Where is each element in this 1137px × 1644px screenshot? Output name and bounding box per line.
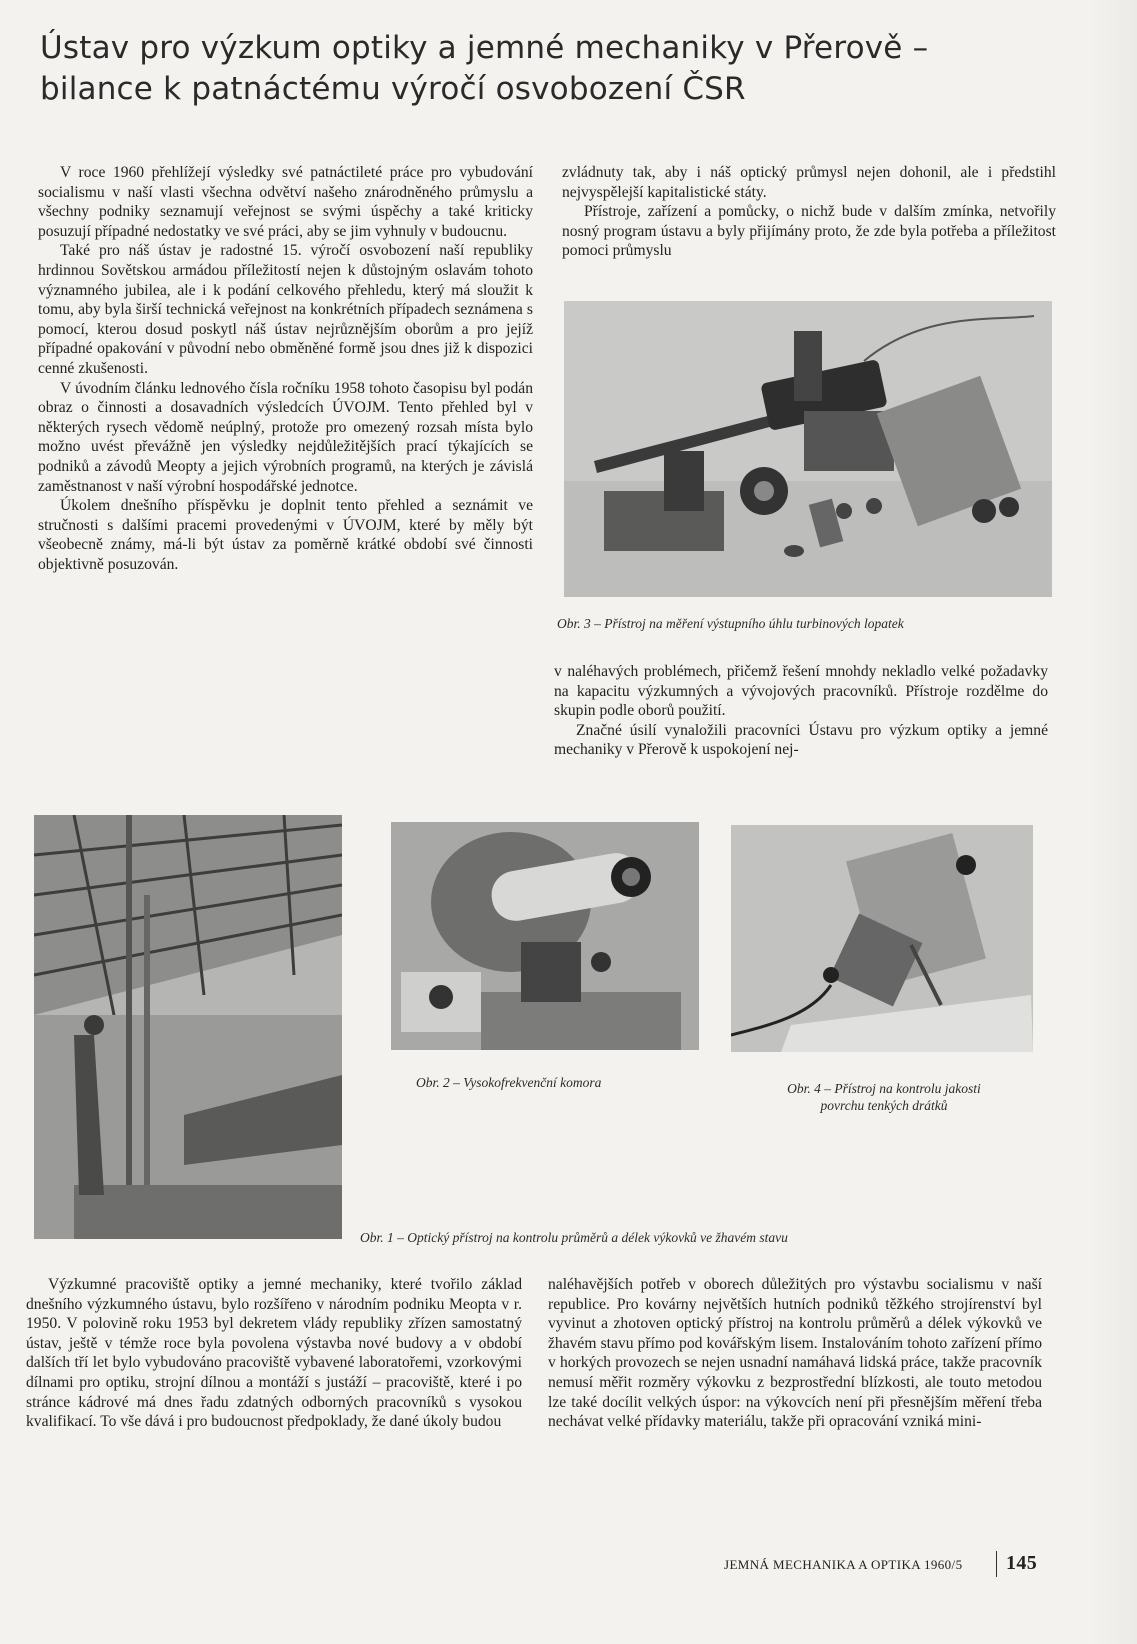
footer-separator [996, 1551, 997, 1577]
paragraph: naléhavějších potřeb v oborech důležitých pro výstavbu socialismu v naší republice. Pro kovárny největších hutních podniků těžkého strojírenství byl vyvinut a zhotoven optický přístroj na kontrolu průměrů a délek výkovků ve žhavém stavu přímo pod kovářským lisem. Instalováním tohoto zařízení přímo v horkých provozech se nejen usnadní namáhavá lidská práce, takže pracovník nemusí měřit rozměry výkovku z bezprostřední blízkosti, ale touto metodou lze také docílit velkých úspor: na výkovcích není při přesnějším měření třeba nechávat velké přídavky materiálu, takže při opracování vzniká mini- [548, 1276, 1042, 1431]
figure-1-caption: Obr. 1 – Optický přístroj na kontrolu průměrů a délek výkovků ve žhavém stavu [360, 1230, 788, 1245]
figure-4-caption-line-1: Obr. 4 – Přístroj na kontrolu jakosti [787, 1081, 981, 1096]
title-line-1: Ústav pro výzkum optiky a jemné mechaniky v Přerově – [40, 30, 929, 66]
figure-4-caption [722, 1080, 1046, 1114]
paragraph: Výzkumné pracoviště optiky a jemné mechaniky, které tvořilo základ dnešního výzkumného ústavu, bylo rozšířeno v národním podniku Meopta v r. 1950. V polovině roku 1953 byl dekretem vlády republiky zřízen samostatný ústav, ještě v témže roce byla povolena výstavba nové budovy a v období dalších tří let bylo vybudováno pracoviště vybavené laboratořemi, vzorkovými dílnami pro optiku, strojní dílnou a montáží s justáží – pracoviště, které i po stránce kádrové má dnes řadu zdatných odborných pracovníků s vysokou kvalifikací. To vše dává i pro budoucnost předpoklady, že dané úkoly budou [26, 1276, 522, 1431]
intro-column-left [38, 163, 533, 574]
figure-3-photo [564, 301, 1052, 597]
paragraph: V roce 1960 přehlížejí výsledky své patnáctileté práce pro vybudování socialismu v naší vlasti všechna odvětví našeho znárodněného průmyslu a všechny podniky seznamují veřejnost se svými úspěchy a také kriticky posuzují případné nedostatky ve své práci, aby se jim vyhnuly v budoucnu. [38, 164, 533, 240]
paragraph: Úkolem dnešního příspěvku je doplnit tento přehled a seznámit ve stručnosti s dalšími pracemi provedenými v ÚVOJM, které by měly být všeobecně známy, má-li být ústav za poměrně krátké období své činnosti objektivně posuzován. [38, 497, 533, 573]
paragraph: Také pro náš ústav je radostné 15. výročí osvobození naší republiky hrdinnou Sovětskou armádou příležitostí nejen k důstojným oslavám tohoto významného jubilea, ale i k podání celkového přehledu, který má sloužit k tomu, aby byla širší technická veřejnost na konkrétních případech seznámena s pomocí, kterou dosud poskytl náš ústav nejrůznějším oborům a pro jejíž případné opakování v původní nebo obměněné formě jsou dnes již k dispozici cenné zkušenosti. [38, 242, 533, 377]
body-column-left [26, 1275, 522, 1432]
article-title [40, 28, 940, 110]
paragraph: V úvodním článku lednového čísla ročníku 1958 tohoto časopisu byl podán obraz o činnosti a dosavadních výsledcích ÚVOJM. Tento přehled byl v některých rysech vědomě neúplný, protože pro omezený rozsah místa bylo možno uvést převážně jen výsledky nejdůležitějších prací týkajících se podniků a závodů Meopty a jejich výrobních programů, na kterých je závislá zaměstnanost v naší výrobní hospodářské jednotce. [38, 379, 533, 495]
figure-4-caption-line-2: povrchu tenkých drátků [820, 1098, 948, 1113]
figure-4-photo [731, 825, 1033, 1052]
page-edge-shadow [1090, 0, 1137, 1644]
paragraph: v naléhavých problémech, přičemž řešení mnohdy nekladlo velké požadavky na kapacitu výzkumných a vývojových pracovníků. Přístroje rozdělme do skupin podle oborů použití. [554, 663, 1048, 720]
page-number: 145 [1006, 1552, 1038, 1574]
paragraph: Přístroje, zařízení a pomůcky, o nichž bude v dalším zmínka, netvořily nosný program ústavu a byly přijímány proto, že zde byla potřeba a příležitost pomoci průmyslu [562, 203, 1056, 260]
figure-2-caption: Obr. 2 – Vysokofrekvenční komora [416, 1075, 602, 1090]
journal-name: JEMNÁ MECHANIKA A OPTIKA 1960/5 [724, 1557, 963, 1572]
intro-column-right-bottom [554, 662, 1048, 760]
intro-column-right-top [562, 163, 1056, 261]
paragraph: zvládnuty tak, aby i náš optický průmysl nejen dohonil, ale i předstihl nejvyspělejší kapitalistické státy. [562, 164, 1056, 201]
figure-3-caption: Obr. 3 – Přístroj na měření výstupního úhlu turbinových lopatek [557, 616, 904, 631]
page-footer [724, 1551, 1044, 1577]
title-line-2: bilance k patnáctému výročí osvobození ČSR [40, 71, 746, 107]
figure-2-photo [391, 822, 699, 1050]
body-column-right [548, 1275, 1042, 1432]
figure-1-photo [34, 815, 342, 1239]
paragraph: Značné úsilí vynaložili pracovníci Ústavu pro výzkum optiky a jemné mechaniky v Přerově k uspokojení nej- [554, 721, 1048, 759]
